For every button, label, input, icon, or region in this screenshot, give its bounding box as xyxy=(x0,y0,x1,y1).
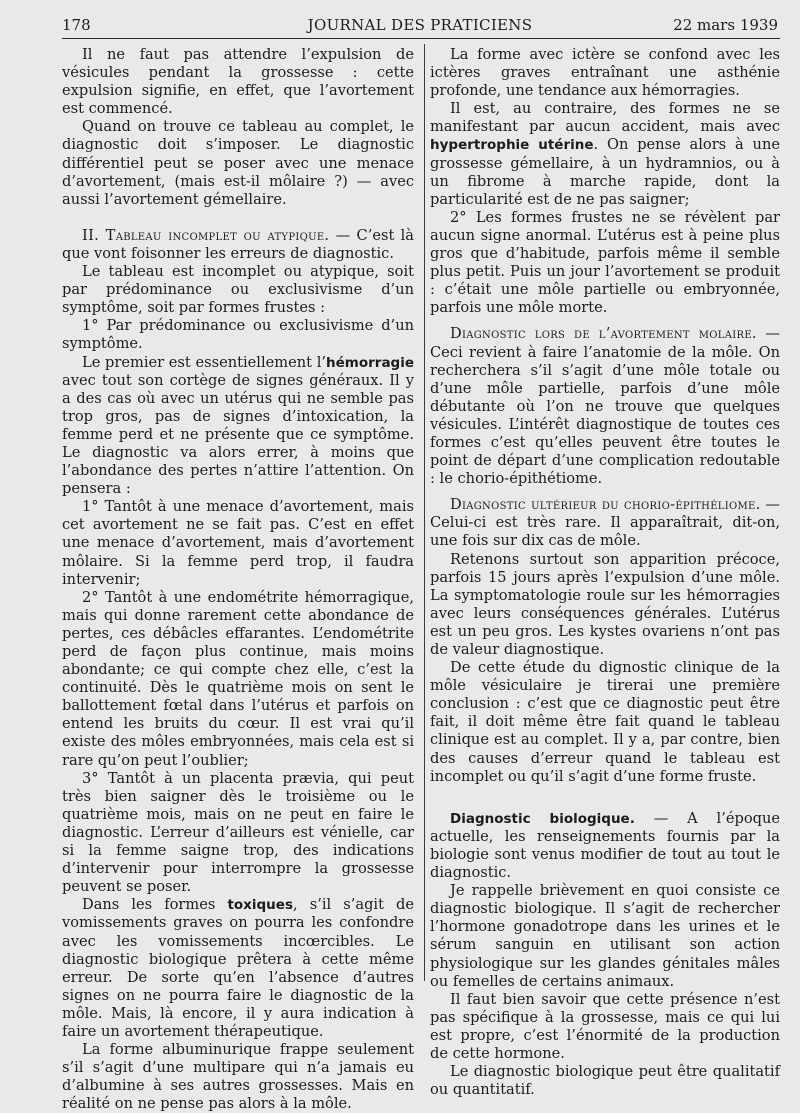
paragraph: Retenons surtout son apparition précoce, parfois 15 jours après l’expulsion d’une môle. La symptomatologie roule sur les hémorragies avec leurs conséquences générales. L’utérus est un peu gros. Les kystes ovariens n’ont pas de valeur diagnostique. xyxy=(430,550,780,658)
section-paragraph: Diagnostic lors de l’avortement molaire. — Ceci revient à faire l’anatomie de la môle. On recherchera s’il s’agit d’une môle totale ou d’une môle partielle, parfois d’une môle débutante où l’on ne trouve que quelques vésicules. L’intérêt diagnostique de toutes ces formes c’est qu’elles peuvent être toutes le point de départ d’une complication redoutable : le chorio-épithétiome. xyxy=(430,325,780,488)
paragraph: 3° Tantôt à un placenta prævia, qui peut très bien saigner dès le troisième ou le quatrième mois, mais on ne peut en faire le diagnostic. L’erreur d’ailleurs est vénielle, car si la femme saigne trop, des indications d’intervenir pour interrompre la grossesse peuvent se poser. xyxy=(62,769,414,896)
paragraph: 2° Les formes frustes ne se révèlent par aucun signe anormal. L’utérus est à peine plus gros que d’habitude, parfois même il semble plus petit. Puis un jour l’avortement se produit : c’était une môle partielle ou embryonnée, parfois une môle morte. xyxy=(430,208,780,317)
right-column xyxy=(430,46,780,1099)
paragraph: 2° Tantôt à une endométrite hémorragique, mais qui donne rarement cette abondance de pertes, ces débâcles effarantes. L’endométrite perd de façon plus continue, mais moins abondante; ce qui compte chez elle, c’est la continuité. Dès le quatrième mois on sent le ballottement fœtal dans l’utérus et parfois on entend les bruits du cœur. Il est vrai qu’il existe des môles embryonnées, mais cela est si rare qu’on peut l’oublier; xyxy=(62,588,414,769)
paragraph: Quand on trouve ce tableau au complet, le diagnostic doit s’imposer. Le diagnostic différentiel peut se poser avec une menace d’avortement, (mais est-il môlaire ?) — avec aussi l’avortement gémellaire. xyxy=(62,118,414,208)
paragraph: Il faut bien savoir que cette présence n’est pas spécifique à la grossesse, mais ce qui lui est propre, c’est l’énormité de la production de cette hormone. xyxy=(430,990,780,1062)
page-number: 178 xyxy=(62,16,91,34)
bold-term: hémorragie xyxy=(326,354,414,371)
header-rule xyxy=(62,38,780,39)
section-heading: Diagnostic ultérieur du chorio-épithéliome. xyxy=(450,496,761,514)
paragraph: Il est, au contraire, des formes ne se manifestant par aucun accident, mais avec hypertrophie utérine. On pense alors à une grossesse gémellaire, à un hydramnios, ou à un fibrome à marche rapide, dont la particularité est de ne pas saigner; xyxy=(430,100,780,208)
paragraph: 1° Par prédominance ou exclusivisme d’un symptôme. xyxy=(62,317,414,353)
section-paragraph: Diagnostic biologique. — A l’époque actuelle, les renseignements fournis par la biologie sont venus modifier de tout au tout le diagnostic. xyxy=(430,809,780,882)
left-column xyxy=(62,46,414,1113)
running-header xyxy=(62,13,778,37)
paragraph: De cette étude du dignostic clinique de la môle vésiculaire je tirerai une première conclusion : c’est que ce diagnostic peut être fait, il doit même être fait quand le tableau clinique est au complet. Il y a, par contre, bien des causes d’erreur quand le tableau est incomplet ou qu’il s’agit d’une forme fruste. xyxy=(430,659,780,785)
section-heading: II. Tableau incomplet ou atypique. xyxy=(82,226,330,244)
section-paragraph: Diagnostic ultérieur du chorio-épithéliome. — Celui-ci est très rare. Il apparaîtrait, dit-on, une fois sur dix cas de môle. xyxy=(430,496,781,550)
paragraph: La forme albuminurique frappe seulement s’il s’agit d’une multipare qui n’a jamais eu d’albumine à ses autres grossesses. Mais en réalité on ne pense pas alors à la môle. xyxy=(62,1041,414,1113)
paragraph: Il ne faut pas attendre l’expulsion de vésicules pendant la grossesse : cette expulsion signifie, en effet, que l’avortement est commencé. xyxy=(62,46,414,118)
paragraph: 1° Tantôt à une menace d’avortement, mais cet avortement ne se fait pas. C’est en effet une menace d’avortement, mais d’avortement môlaire. Si la femme perd trop, il faudra intervenir; xyxy=(62,498,414,588)
section-heading: Diagnostic biologique. xyxy=(450,810,635,827)
section-heading: Diagnostic lors de l’avortement molaire. xyxy=(450,325,757,343)
column-divider xyxy=(424,44,425,981)
paragraph: Je rappelle brièvement en quoi consiste ce diagnostic biologique. Il s’agit de rechercher l’hormone gonadotrope dans les urines et le sérum sanguin en utilisant son action physiologique sur les glandes génitales mâles ou femelles de certains animaux. xyxy=(430,882,780,990)
paragraph: Le diagnostic biologique peut être qualitatif ou quantitatif. xyxy=(430,1063,780,1099)
bold-term: toxiques xyxy=(227,897,293,914)
journal-title: JOURNAL DES PRATICIENS xyxy=(307,16,533,34)
paragraph: Le premier est essentiellement l’hémorragie avec tout son cortège de signes généraux. Il y a des cas où avec un utérus qui ne semble pas trop gros, pas de signes d’intoxication, la femme perd et ne présente que ce symptôme. Le diagnostic va alors errer, à moins que l’abondance des pertes n’attire l’attention. On pensera : xyxy=(62,353,414,498)
issue-date: 22 mars 1939 xyxy=(673,16,778,34)
bold-term: hypertrophie utérine xyxy=(430,137,594,154)
paragraph: Le tableau est incomplet ou atypique, soit par prédominance ou exclusivisme d’un symptôme, soit par formes frustes : xyxy=(62,263,414,317)
paragraph: La forme avec ictère se confond avec les ictères graves entraînant une asthénie profonde, une tendance aux hémorragies. xyxy=(430,46,780,100)
paragraph: Dans les formes toxiques, s’il s’agit de vomissements graves on pourra les confondre avec les vomissements incœrcibles. Le diagnostic biologique prêtera à cette même erreur. De sorte qu’en l’absence d’autres signes on ne pourra faire le diagnostic de la môle. Mais, là encore, il y aura indication à faire un avortement thérapeutique. xyxy=(62,896,414,1040)
section-paragraph: II. Tableau incomplet ou atypique. — C’est là que vont foisonner les erreurs de diagnostic. xyxy=(62,226,414,262)
